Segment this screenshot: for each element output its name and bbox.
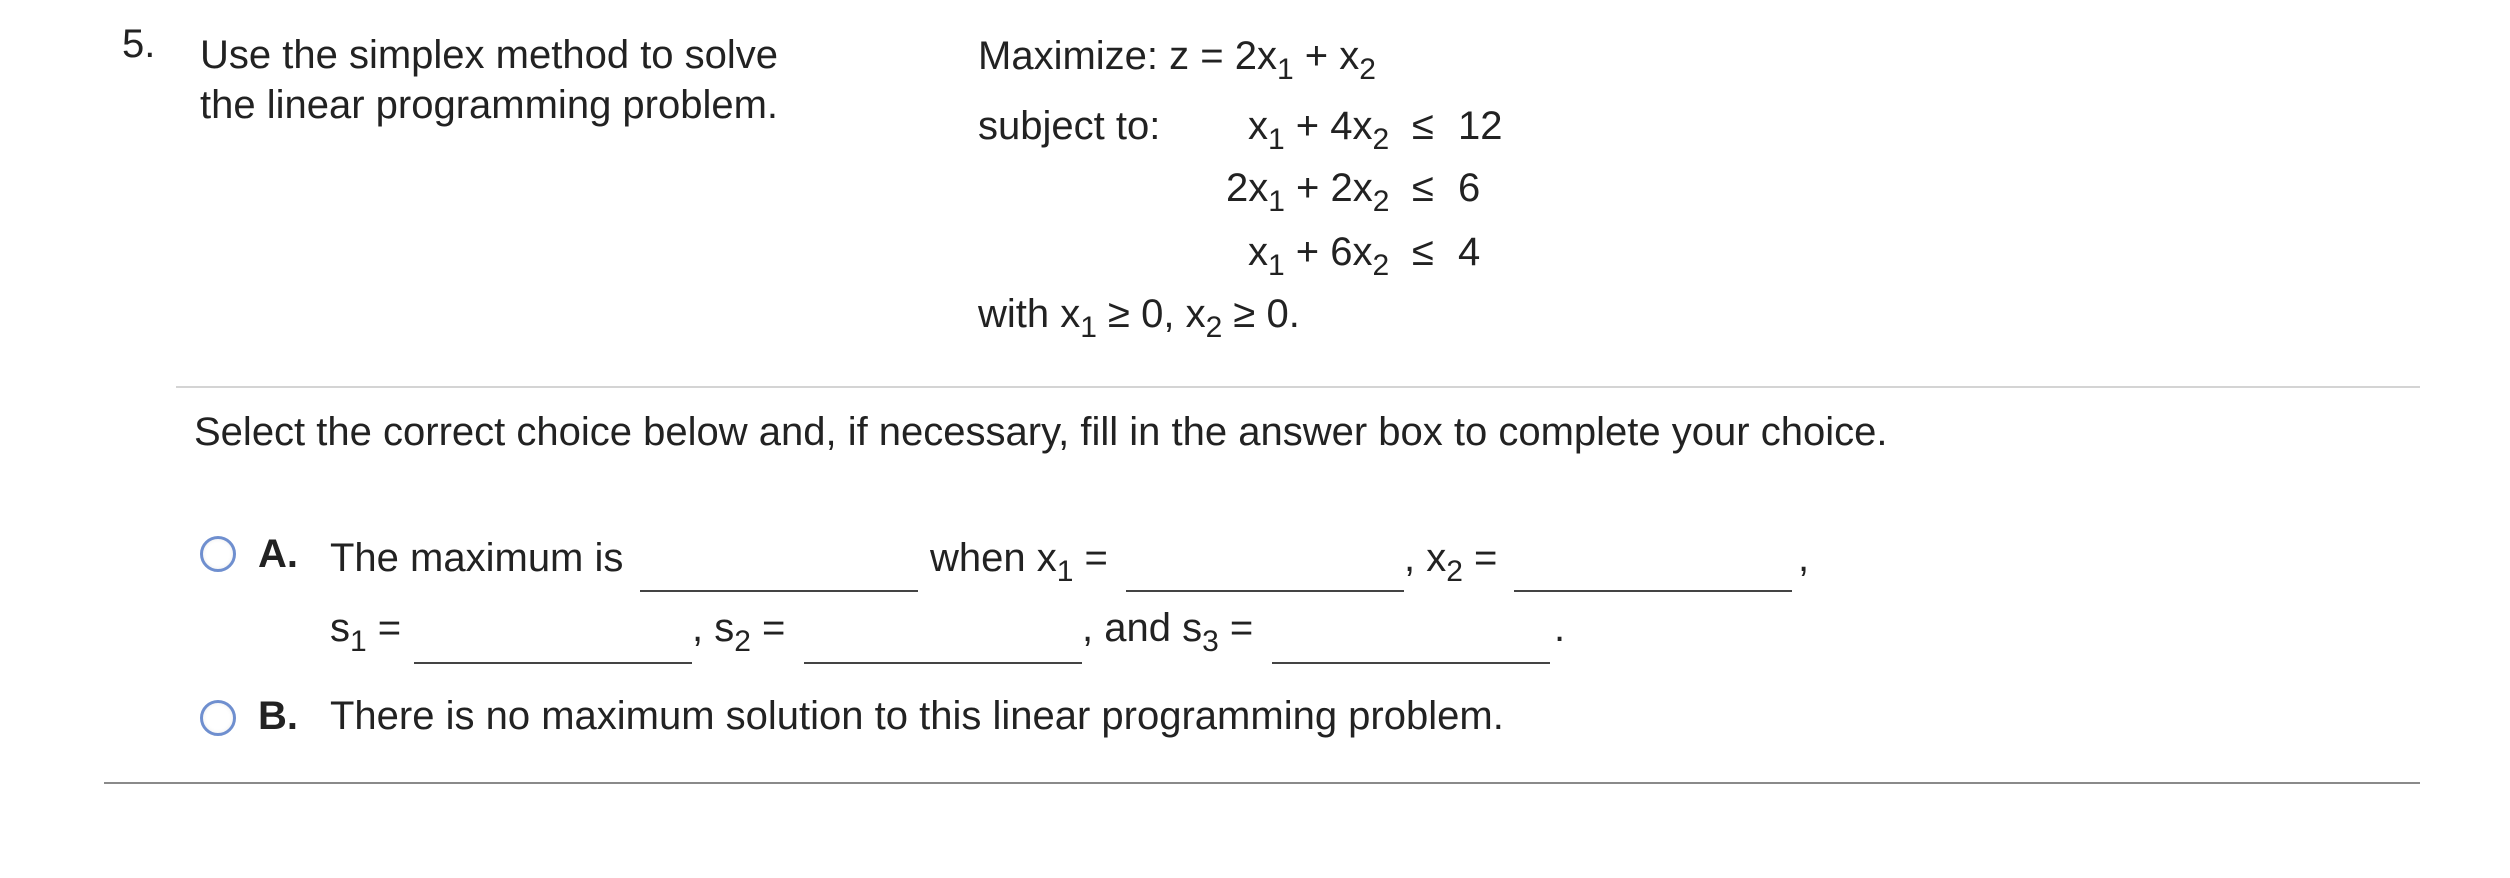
s1-value-input[interactable] bbox=[414, 622, 692, 664]
question-number: 5. bbox=[122, 22, 156, 66]
instruction-text: Select the correct choice below and, if necessary, fill in the answer box to complete your choice. bbox=[194, 410, 1888, 454]
constraint-3-relation: ≤ bbox=[1412, 230, 1434, 274]
nonneg-sub-1: 1 bbox=[1080, 311, 1097, 344]
constraint-2-sub-2: 2 bbox=[1372, 185, 1390, 218]
objective-text: Maximize: z = 2x bbox=[978, 34, 1277, 78]
choice-a-period: . bbox=[1554, 606, 1566, 650]
choice-a-text-s3 bbox=[1082, 606, 1254, 658]
constraint-3-sub-2: 2 bbox=[1372, 249, 1390, 282]
s3-sub: 3 bbox=[1202, 625, 1219, 658]
choice-a-text-x2 bbox=[1404, 536, 1498, 588]
constraint-1-sub-2: 2 bbox=[1372, 123, 1390, 156]
s3-text: , and s bbox=[1082, 606, 1203, 650]
objective-mid: + x bbox=[1293, 34, 1360, 78]
nonneg-sub-2: 2 bbox=[1205, 311, 1223, 344]
subject-to-label: subject to: bbox=[978, 104, 1161, 148]
choice-a-text-when bbox=[930, 536, 1108, 588]
when-x-text: when x bbox=[930, 536, 1057, 580]
constraint-3-b: + 6x bbox=[1284, 230, 1373, 274]
choice-a-radio[interactable] bbox=[200, 536, 236, 572]
s1-text: s bbox=[330, 606, 350, 650]
x2-value-input[interactable] bbox=[1514, 550, 1792, 592]
when-x-eq: = bbox=[1073, 536, 1108, 580]
x2-eq: = bbox=[1462, 536, 1498, 580]
s3-value-input[interactable] bbox=[1272, 622, 1550, 664]
constraint-1-a: x bbox=[1248, 104, 1268, 148]
choice-b-radio[interactable] bbox=[200, 700, 236, 736]
choice-b-text: There is no maximum solution to this linear programming problem. bbox=[330, 694, 1504, 738]
objective-sub-1: 1 bbox=[1276, 53, 1294, 86]
constraint-1-sub-1: 1 bbox=[1268, 123, 1285, 156]
choice-a-text-s1 bbox=[330, 606, 402, 658]
x2-text: , x bbox=[1404, 536, 1447, 580]
objective-function bbox=[978, 34, 1376, 86]
s1-sub: 1 bbox=[350, 625, 367, 658]
s2-text: , s bbox=[692, 606, 735, 650]
nonneg-a: with x bbox=[978, 292, 1081, 336]
choice-a-comma: , bbox=[1798, 536, 1810, 580]
nonneg-c: ≥ 0. bbox=[1222, 292, 1300, 336]
max-value-input[interactable] bbox=[640, 550, 918, 592]
constraint-1-b: + 4x bbox=[1284, 104, 1373, 148]
s2-eq: = bbox=[750, 606, 786, 650]
choice-a-letter: A. bbox=[258, 532, 298, 576]
constraint-2-b: + 2x bbox=[1284, 166, 1373, 210]
constraint-1 bbox=[1248, 104, 1390, 156]
choice-b-letter: B. bbox=[258, 694, 298, 738]
objective-sub-2: 2 bbox=[1359, 53, 1376, 86]
constraint-3-rhs: 4 bbox=[1458, 230, 1481, 274]
prompt-line-1: Use the simplex method to solve bbox=[200, 33, 779, 77]
constraint-2-relation: ≤ bbox=[1412, 166, 1434, 210]
s2-sub: 2 bbox=[734, 625, 751, 658]
nonneg-b: ≥ 0, x bbox=[1096, 292, 1206, 336]
section-divider bbox=[176, 386, 2420, 388]
constraint-1-relation: ≤ bbox=[1412, 104, 1434, 148]
bottom-divider bbox=[104, 782, 2420, 784]
constraint-3-sub-1: 1 bbox=[1268, 249, 1285, 282]
x1-value-input[interactable] bbox=[1126, 550, 1404, 592]
constraint-2-rhs: 6 bbox=[1458, 166, 1481, 210]
constraint-1-rhs: 12 bbox=[1458, 104, 1503, 148]
constraint-2-a: 2x bbox=[1226, 166, 1269, 210]
prompt-line-2: the linear programming problem. bbox=[200, 83, 779, 127]
constraint-3-a: x bbox=[1248, 230, 1268, 274]
x2-sub: 2 bbox=[1446, 555, 1463, 588]
question-prompt bbox=[200, 30, 778, 130]
choice-a-text-s2 bbox=[692, 606, 786, 658]
s3-eq: = bbox=[1218, 606, 1254, 650]
choice-a-text-max: The maximum is bbox=[330, 536, 624, 580]
when-x-sub: 1 bbox=[1056, 555, 1074, 588]
constraint-2-sub-1: 1 bbox=[1268, 185, 1285, 218]
constraint-2 bbox=[1226, 166, 1390, 218]
nonnegativity bbox=[978, 292, 1300, 344]
s2-value-input[interactable] bbox=[804, 622, 1082, 664]
constraint-3 bbox=[1248, 230, 1390, 282]
s1-eq: = bbox=[366, 606, 402, 650]
